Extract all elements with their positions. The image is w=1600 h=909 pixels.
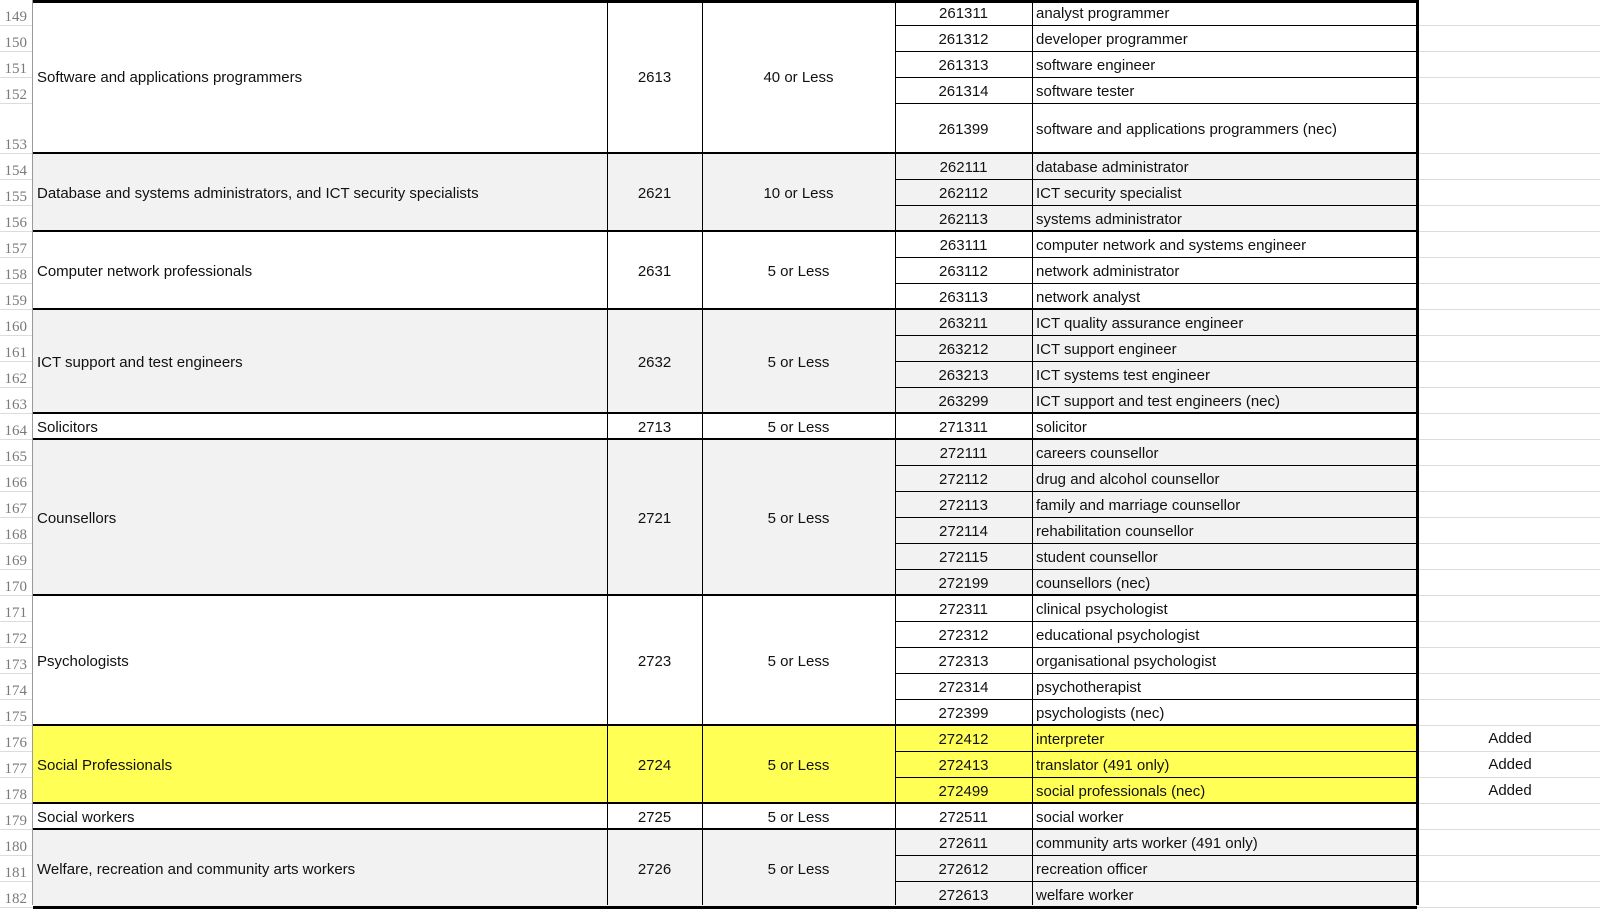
- row-number[interactable]: 165: [4, 449, 27, 465]
- occupation-title-cell[interactable]: network analyst: [1032, 284, 1417, 310]
- occupation-title-cell[interactable]: social professionals (nec): [1032, 778, 1417, 804]
- row-number[interactable]: 152: [4, 87, 27, 103]
- occupation-title-cell[interactable]: educational psychologist: [1032, 622, 1417, 648]
- row-number[interactable]: 162: [4, 371, 27, 387]
- occupation-title-cell[interactable]: solicitor: [1032, 414, 1417, 440]
- occupation-title-cell[interactable]: software and applications programmers (nec): [1032, 104, 1417, 154]
- column-border: [1032, 0, 1033, 905]
- row-number[interactable]: 173: [4, 657, 27, 673]
- row-number[interactable]: 156: [4, 215, 27, 231]
- occupation-code-cell[interactable]: 272412: [895, 726, 1032, 752]
- row-number[interactable]: 179: [4, 813, 27, 829]
- row-number[interactable]: 157: [4, 241, 27, 257]
- column-border: [895, 0, 896, 905]
- occupation-title-cell[interactable]: interpreter: [1032, 726, 1417, 752]
- table-top-border: [33, 0, 1417, 3]
- occupation-code-cell[interactable]: 272112: [895, 466, 1032, 492]
- occupation-code-cell[interactable]: 272312: [895, 622, 1032, 648]
- row-number[interactable]: 150: [4, 35, 27, 51]
- occupation-code-cell[interactable]: 263111: [895, 232, 1032, 258]
- occupation-title-cell[interactable]: recreation officer: [1032, 856, 1417, 882]
- group-name-cell[interactable]: Counsellors: [33, 440, 607, 596]
- occupation-title-cell[interactable]: computer network and systems engineer: [1032, 232, 1417, 258]
- group-name-cell[interactable]: Social Professionals: [33, 726, 607, 804]
- occupation-code-cell[interactable]: 263212: [895, 336, 1032, 362]
- occupation-code-cell[interactable]: 272313: [895, 648, 1032, 674]
- unit-group-code-cell[interactable]: 2721: [607, 440, 702, 596]
- occupation-title-cell[interactable]: developer programmer: [1032, 26, 1417, 52]
- row-number[interactable]: 153: [4, 137, 27, 153]
- occupation-code-cell[interactable]: 272399: [895, 700, 1032, 726]
- row-header-border: [32, 0, 33, 905]
- row-number[interactable]: 178: [4, 787, 27, 803]
- occupation-code-cell[interactable]: 272511: [895, 804, 1032, 830]
- occupation-code-cell[interactable]: 272413: [895, 752, 1032, 778]
- row-number[interactable]: 177: [4, 761, 27, 777]
- group-name-cell[interactable]: Social workers: [33, 804, 607, 830]
- unit-group-code-cell[interactable]: 2621: [607, 154, 702, 232]
- unit-group-code-cell[interactable]: 2713: [607, 414, 702, 440]
- occupation-code-cell[interactable]: 263112: [895, 258, 1032, 284]
- row-number[interactable]: 164: [4, 423, 27, 439]
- ceiling-limit-cell[interactable]: 5 or Less: [702, 726, 895, 804]
- occupation-title-cell[interactable]: software tester: [1032, 78, 1417, 104]
- unit-group-code-cell[interactable]: 2726: [607, 830, 702, 908]
- column-border: [607, 0, 608, 905]
- occupation-code-cell[interactable]: 263213: [895, 362, 1032, 388]
- row-number[interactable]: 167: [4, 501, 27, 517]
- unit-group-code-cell[interactable]: 2725: [607, 804, 702, 830]
- group-name-cell[interactable]: Database and systems administrators, and ICT security specialists: [33, 154, 607, 232]
- row-number[interactable]: 163: [4, 397, 27, 413]
- occupation-title-cell[interactable]: ICT systems test engineer: [1032, 362, 1417, 388]
- row-number[interactable]: 160: [4, 319, 27, 335]
- row-number[interactable]: 151: [4, 61, 27, 77]
- ceiling-limit-cell[interactable]: 40 or Less: [702, 0, 895, 154]
- occupation-title-cell[interactable]: psychologists (nec): [1032, 700, 1417, 726]
- row-number[interactable]: 182: [4, 891, 27, 907]
- row-number[interactable]: 172: [4, 631, 27, 647]
- ceiling-limit-cell[interactable]: 5 or Less: [702, 804, 895, 830]
- occupation-code-cell[interactable]: 262113: [895, 206, 1032, 232]
- occupation-code-cell[interactable]: 272199: [895, 570, 1032, 596]
- ceiling-limit-cell[interactable]: 10 or Less: [702, 154, 895, 232]
- row-number[interactable]: 170: [4, 579, 27, 595]
- status-note-added: Added: [1488, 756, 1532, 773]
- occupation-title-cell[interactable]: network administrator: [1032, 258, 1417, 284]
- group-name-cell[interactable]: Psychologists: [33, 596, 607, 726]
- ceiling-limit-cell[interactable]: 5 or Less: [702, 232, 895, 310]
- occupation-title-cell[interactable]: analyst programmer: [1032, 0, 1417, 26]
- occupation-title-cell[interactable]: rehabilitation counsellor: [1032, 518, 1417, 544]
- occupation-code-cell[interactable]: 261312: [895, 26, 1032, 52]
- unit-group-code-cell[interactable]: 2632: [607, 310, 702, 414]
- occupation-title-cell[interactable]: ICT support engineer: [1032, 336, 1417, 362]
- group-name-cell[interactable]: Computer network professionals: [33, 232, 607, 310]
- occupation-title-cell[interactable]: ICT security specialist: [1032, 180, 1417, 206]
- occupation-title-cell[interactable]: family and marriage counsellor: [1032, 492, 1417, 518]
- occupation-code-cell[interactable]: 272114: [895, 518, 1032, 544]
- ceiling-limit-cell[interactable]: 5 or Less: [702, 830, 895, 908]
- row-number[interactable]: 168: [4, 527, 27, 543]
- occupation-code-cell[interactable]: 263113: [895, 284, 1032, 310]
- occupation-code-cell[interactable]: 272612: [895, 856, 1032, 882]
- occupation-code-cell[interactable]: 262112: [895, 180, 1032, 206]
- occupation-code-cell[interactable]: 261399: [895, 104, 1032, 154]
- row-number[interactable]: 181: [4, 865, 27, 881]
- unit-group-code-cell[interactable]: 2613: [607, 0, 702, 154]
- occupation-title-cell[interactable]: drug and alcohol counsellor: [1032, 466, 1417, 492]
- occupation-title-cell[interactable]: psychotherapist: [1032, 674, 1417, 700]
- occupation-code-cell[interactable]: 262111: [895, 154, 1032, 180]
- row-number[interactable]: 155: [4, 189, 27, 205]
- status-note-added: Added: [1488, 782, 1532, 799]
- status-note-added: Added: [1488, 730, 1532, 747]
- occupation-title-cell[interactable]: clinical psychologist: [1032, 596, 1417, 622]
- group-name-cell[interactable]: Solicitors: [33, 414, 607, 440]
- occupation-title-cell[interactable]: social worker: [1032, 804, 1417, 830]
- occupation-code-cell[interactable]: 272311: [895, 596, 1032, 622]
- occupation-title-cell[interactable]: organisational psychologist: [1032, 648, 1417, 674]
- occupation-code-cell[interactable]: 272111: [895, 440, 1032, 466]
- occupation-title-cell[interactable]: community arts worker (491 only): [1032, 830, 1417, 856]
- occupation-code-cell[interactable]: 272115: [895, 544, 1032, 570]
- row-number[interactable]: 176: [4, 735, 27, 751]
- row-number[interactable]: 149: [4, 9, 27, 25]
- row-number[interactable]: 158: [4, 267, 27, 283]
- occupation-title-cell[interactable]: software engineer: [1032, 52, 1417, 78]
- occupation-title-cell[interactable]: ICT support and test engineers (nec): [1032, 388, 1417, 414]
- ceiling-limit-cell[interactable]: 5 or Less: [702, 310, 895, 414]
- occupation-title-cell[interactable]: counsellors (nec): [1032, 570, 1417, 596]
- row-number[interactable]: 171: [4, 605, 27, 621]
- occupation-title-cell[interactable]: translator (491 only): [1032, 752, 1417, 778]
- row-number[interactable]: 159: [4, 293, 27, 309]
- table-right-border: [1416, 0, 1419, 905]
- occupation-code-cell[interactable]: 272613: [895, 882, 1032, 908]
- occupation-code-cell[interactable]: 261314: [895, 78, 1032, 104]
- row-number[interactable]: 175: [4, 709, 27, 725]
- ceiling-limit-cell[interactable]: 5 or Less: [702, 440, 895, 596]
- column-border: [702, 0, 703, 905]
- occupation-code-cell[interactable]: 272499: [895, 778, 1032, 804]
- occupation-code-cell[interactable]: 263299: [895, 388, 1032, 414]
- occupation-code-cell[interactable]: 272611: [895, 830, 1032, 856]
- group-name-cell[interactable]: Software and applications programmers: [33, 0, 607, 154]
- occupation-code-cell[interactable]: 261311: [895, 0, 1032, 26]
- occupation-code-cell[interactable]: 261313: [895, 52, 1032, 78]
- group-name-cell[interactable]: ICT support and test engineers: [33, 310, 607, 414]
- row-number[interactable]: 161: [4, 345, 27, 361]
- row-number[interactable]: 174: [4, 683, 27, 699]
- unit-group-code-cell[interactable]: 2723: [607, 596, 702, 726]
- occupation-code-cell[interactable]: 272113: [895, 492, 1032, 518]
- occupation-title-cell[interactable]: student counsellor: [1032, 544, 1417, 570]
- occupation-code-cell[interactable]: 272314: [895, 674, 1032, 700]
- occupation-title-cell[interactable]: database administrator: [1032, 154, 1417, 180]
- row-number[interactable]: 169: [4, 553, 27, 569]
- row-number[interactable]: 166: [4, 475, 27, 491]
- ceiling-limit-cell[interactable]: 5 or Less: [702, 414, 895, 440]
- occupation-code-cell[interactable]: 263211: [895, 310, 1032, 336]
- occupation-title-cell[interactable]: ICT quality assurance engineer: [1032, 310, 1417, 336]
- occupation-title-cell[interactable]: systems administrator: [1032, 206, 1417, 232]
- unit-group-code-cell[interactable]: 2724: [607, 726, 702, 804]
- occupation-title-cell[interactable]: welfare worker: [1032, 882, 1417, 908]
- occupation-title-cell[interactable]: careers counsellor: [1032, 440, 1417, 466]
- group-name-cell[interactable]: Welfare, recreation and community arts workers: [33, 830, 607, 908]
- ceiling-limit-cell[interactable]: 5 or Less: [702, 596, 895, 726]
- occupation-code-cell[interactable]: 271311: [895, 414, 1032, 440]
- row-number[interactable]: 180: [4, 839, 27, 855]
- row-number[interactable]: 154: [4, 163, 27, 179]
- unit-group-code-cell[interactable]: 2631: [607, 232, 702, 310]
